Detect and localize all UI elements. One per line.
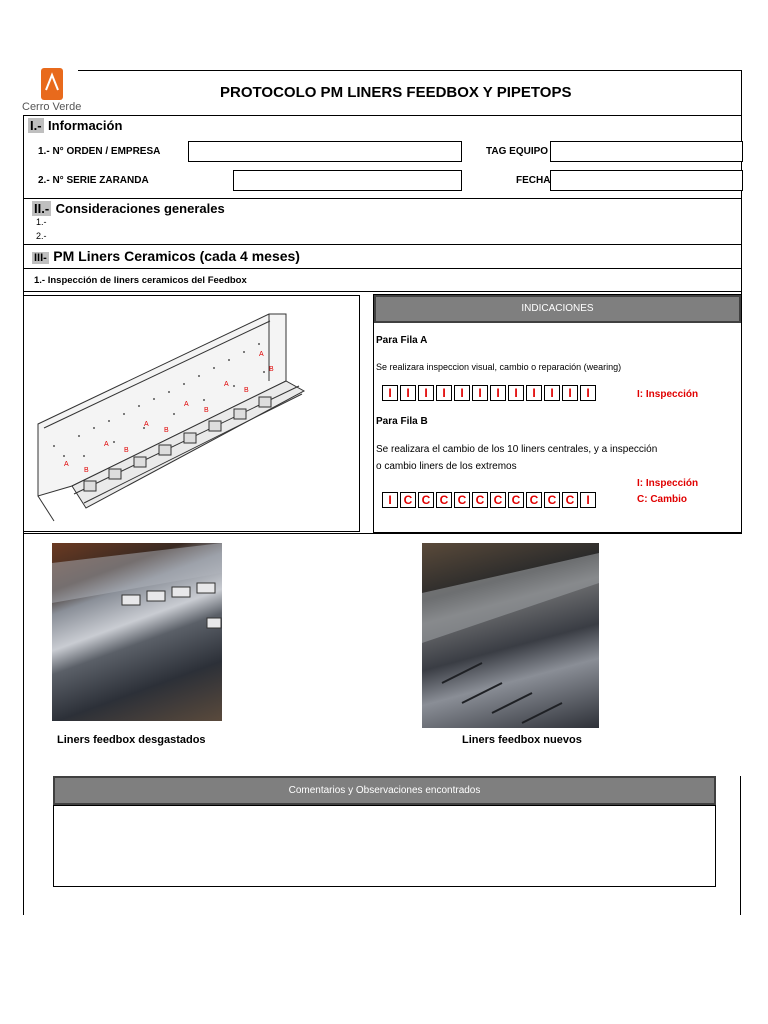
consideration-item-1: 1.-	[36, 217, 47, 227]
fila-b-cell: C	[418, 492, 434, 508]
section-1-title: Información	[48, 118, 123, 133]
fila-a-cell: I	[508, 385, 524, 401]
fila-b-cell: C	[436, 492, 452, 508]
fila-b-cell: C	[490, 492, 506, 508]
indications-banner: INDICACIONES	[374, 295, 741, 323]
fila-b-cell: I	[580, 492, 596, 508]
section-3-header	[32, 248, 300, 266]
diagram-label-b: B	[84, 467, 89, 474]
section-3-title: PM Liners Ceramicos (cada 4 meses)	[53, 248, 300, 264]
fila-b-legend-cambio: C: Cambio	[637, 494, 687, 505]
fila-a-cell: I	[562, 385, 578, 401]
section-3-subtitle: 1.- Inspección de liners ceramicos del Feedbox	[34, 275, 247, 286]
logo	[22, 68, 82, 116]
section-2-number: II.-	[34, 201, 50, 216]
fecha-field[interactable]	[550, 170, 743, 191]
fila-a-cell: I	[436, 385, 452, 401]
section-2-header	[32, 200, 225, 218]
section-3-number: III-	[34, 252, 47, 264]
diagram-label-a: A	[104, 441, 109, 448]
fila-a-cell: I	[400, 385, 416, 401]
fecha-label: FECHA	[516, 175, 551, 186]
fila-b-cell: C	[472, 492, 488, 508]
diagram-label-a: A	[64, 461, 69, 468]
photo-worn-liners	[52, 543, 222, 721]
diagram-label-a: A	[184, 401, 189, 408]
fila-b-cell: C	[544, 492, 560, 508]
feedbox-drawing	[24, 296, 360, 532]
orden-field[interactable]	[188, 141, 462, 162]
section-1-header	[28, 117, 122, 135]
fila-a-cells	[382, 385, 598, 401]
diagram-label-b: B	[164, 427, 169, 434]
tag-label: TAG EQUIPO	[486, 146, 549, 157]
fila-a-cell: I	[526, 385, 542, 401]
fila-b-cells	[382, 492, 598, 508]
diagram-label-b: B	[204, 407, 209, 414]
fila-a-cell: I	[472, 385, 488, 401]
cerro-verde-logo-icon	[41, 68, 63, 100]
diagram-label-b: B	[244, 387, 249, 394]
feedbox-diagram	[23, 295, 360, 532]
serie-label: 2.- N° SERIE ZARANDA	[38, 175, 149, 186]
fila-b-title: Para Fila B	[376, 416, 428, 427]
fila-a-cell: I	[418, 385, 434, 401]
section-1-number: I.-	[30, 118, 42, 133]
fila-a-cell: I	[580, 385, 596, 401]
fila-b-text-2: o cambio liners de los extremos	[376, 461, 517, 472]
diagram-label-b: B	[124, 447, 129, 454]
fila-b-cell: C	[562, 492, 578, 508]
diagram-label-a: A	[144, 421, 149, 428]
serie-field[interactable]	[233, 170, 462, 191]
fila-b-cell: I	[382, 492, 398, 508]
diagram-label-a: A	[224, 381, 229, 388]
fila-b-cell: C	[508, 492, 524, 508]
consideration-item-2: 2.-	[36, 231, 47, 241]
diagram-label-b: B	[269, 366, 274, 373]
caption-new-liners: Liners feedbox nuevos	[462, 734, 582, 746]
section-2-title: Consideraciones generales	[55, 201, 225, 216]
caption-worn-liners: Liners feedbox desgastados	[57, 734, 206, 746]
fila-a-title: Para Fila A	[376, 335, 428, 346]
fila-a-legend: I: Inspección	[637, 389, 699, 400]
fila-a-cell: I	[454, 385, 470, 401]
logo-text: Cerro Verde	[22, 101, 82, 113]
tag-field[interactable]	[550, 141, 743, 162]
photo-new-liners	[422, 543, 599, 728]
fila-a-cell: I	[544, 385, 560, 401]
fila-a-cell: I	[490, 385, 506, 401]
fila-b-cell: C	[400, 492, 416, 508]
fila-b-cell: C	[454, 492, 470, 508]
diagram-label-a: A	[259, 351, 264, 358]
fila-a-cell: I	[382, 385, 398, 401]
fila-b-cell: C	[526, 492, 542, 508]
comments-banner: Comentarios y Observaciones encontrados	[53, 776, 716, 805]
orden-label: 1.- N° ORDEN / EMPRESA	[38, 146, 161, 157]
fila-b-text-1: Se realizara el cambio de los 10 liners centrales, y a inspección	[376, 444, 658, 455]
fila-b-legend-inspeccion: I: Inspección	[637, 478, 699, 489]
page-title: PROTOCOLO PM LINERS FEEDBOX Y PIPETOPS	[220, 84, 572, 101]
fila-a-text: Se realizara inspeccion visual, cambio o reparación (wearing)	[376, 362, 622, 372]
comments-textarea[interactable]	[53, 805, 716, 887]
